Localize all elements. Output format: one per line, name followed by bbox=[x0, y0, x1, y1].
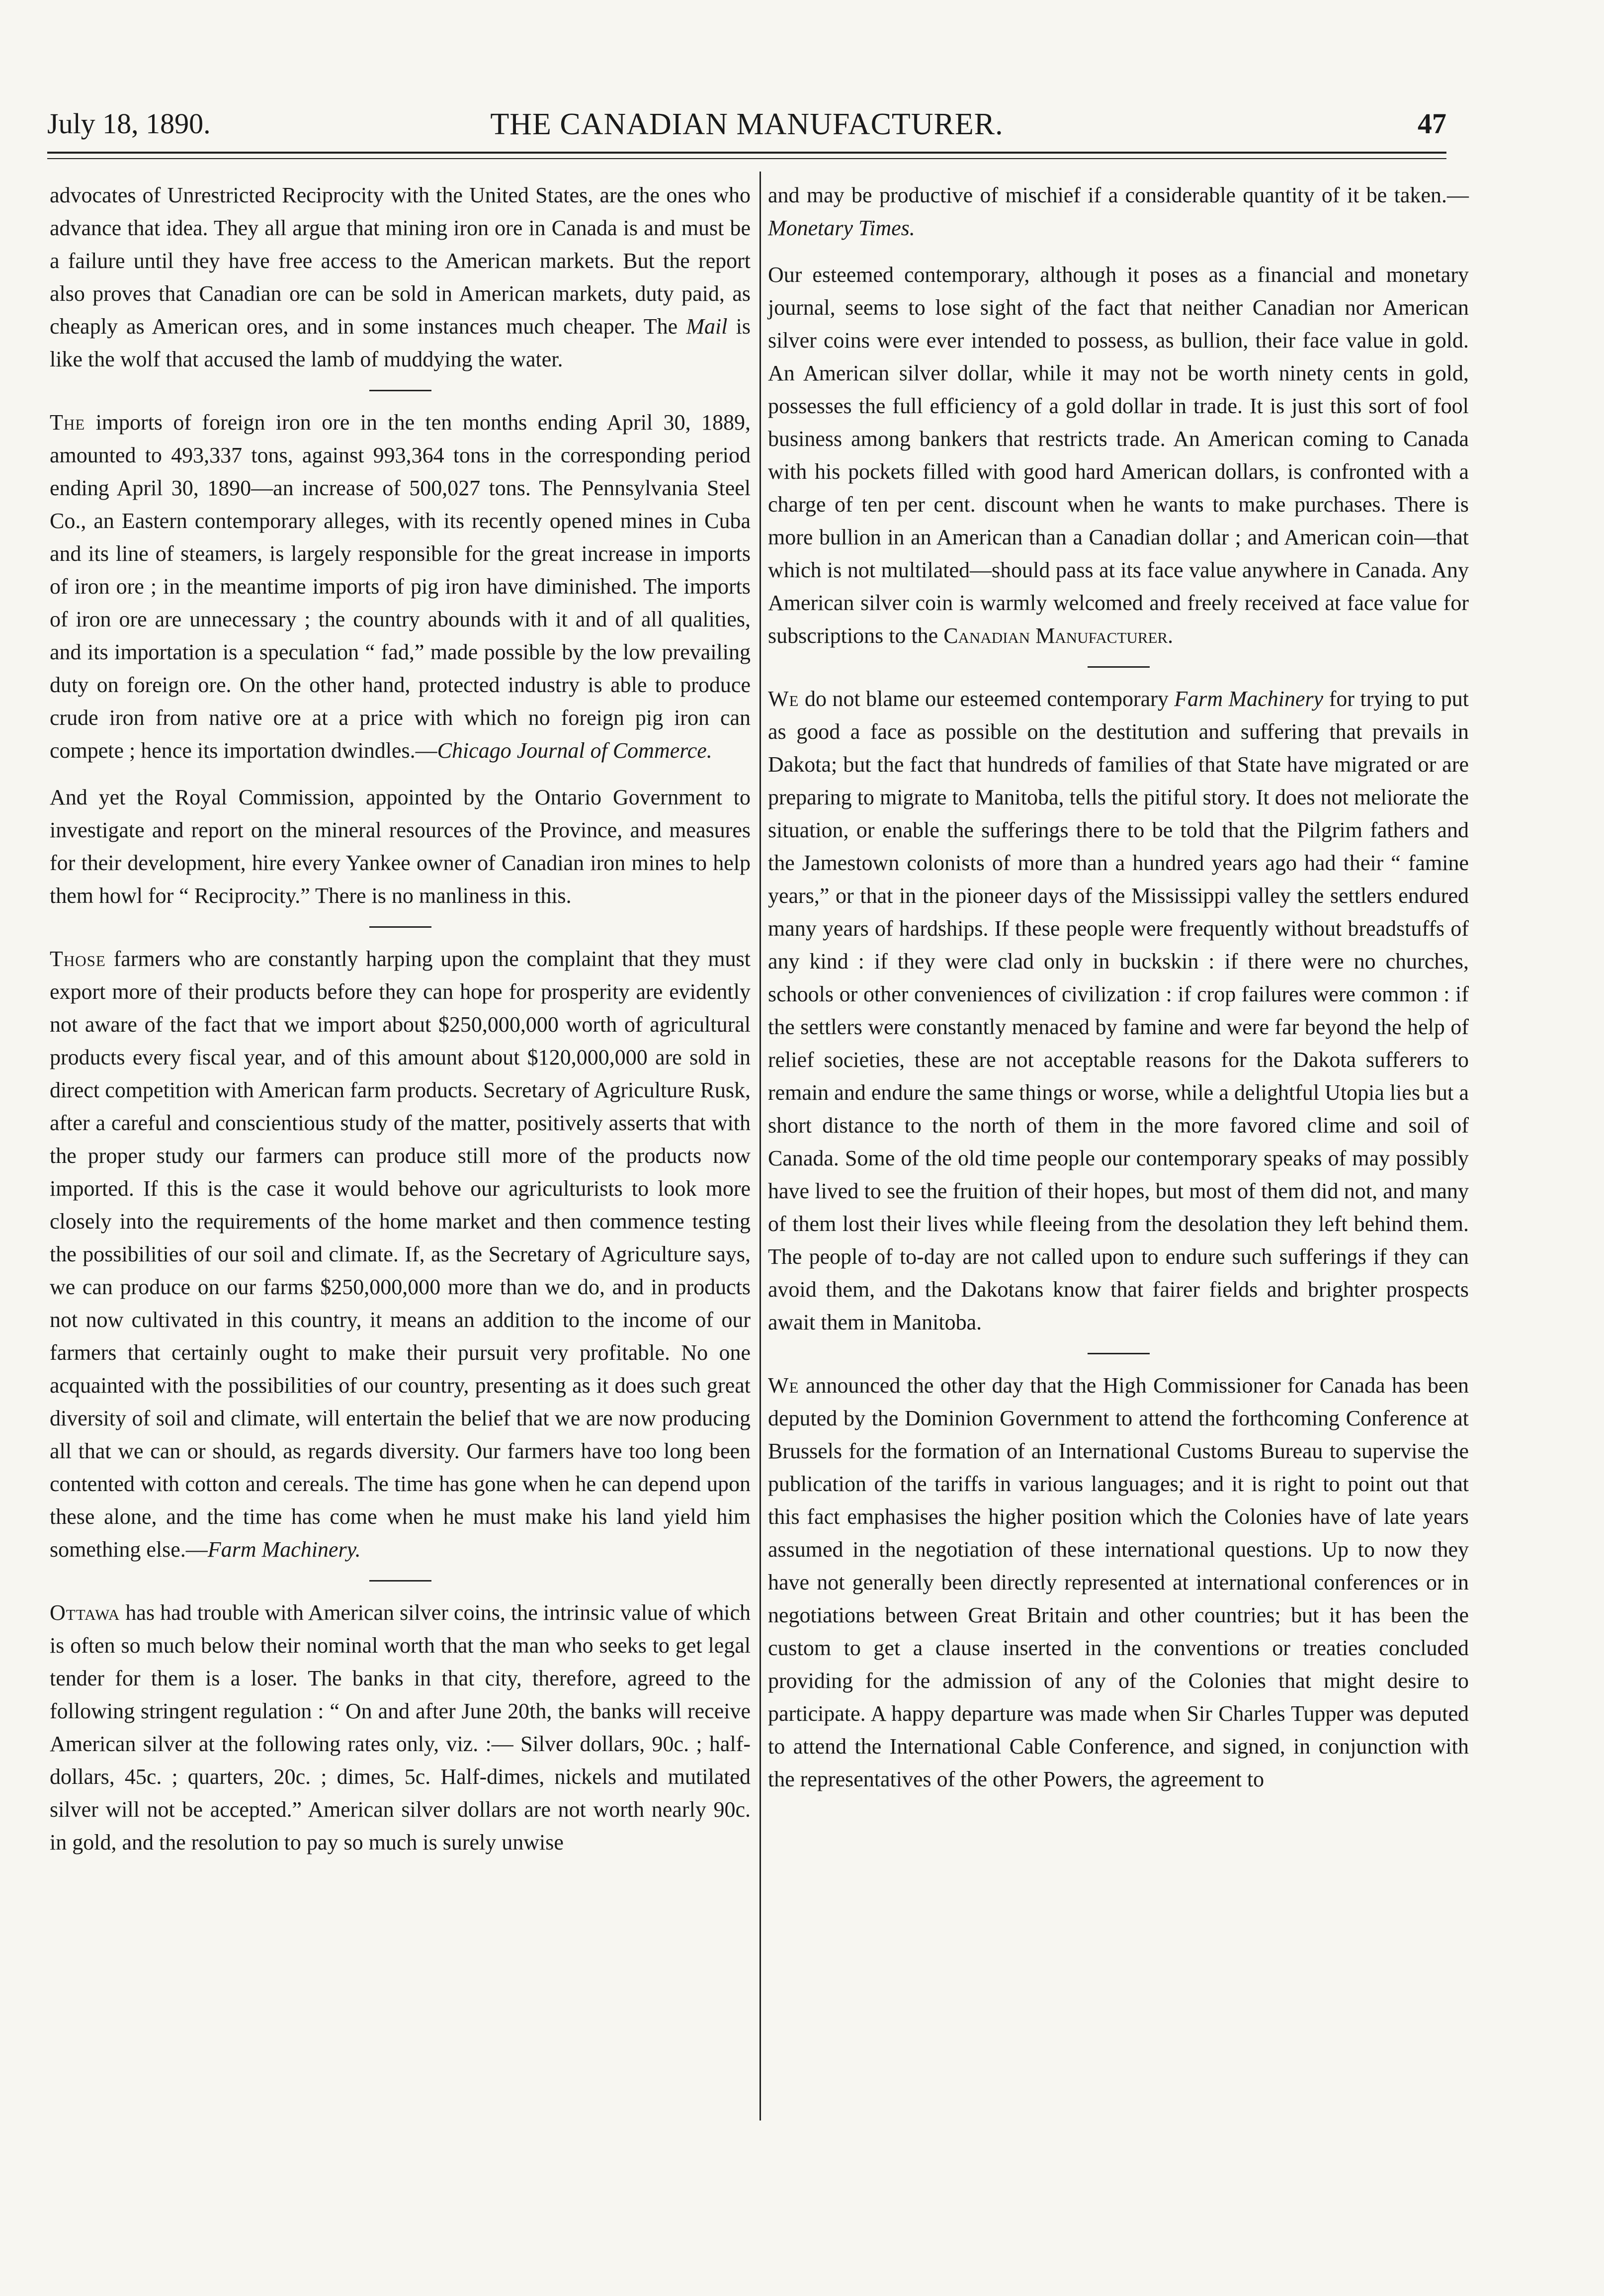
article-paragraph bbox=[50, 781, 751, 912]
paragraph-text: advocates of Unrestricted Reciprocity with the United States, are the ones who advance that idea. They all argue that mining iron ore in Canada is and must be a failure until they have free access to the American markets. But the report also proves that Canadian ore can be sold in American markets, duty paid, as cheaply as American ores, and in some instances much cheaper. The bbox=[50, 183, 751, 339]
source-citation: Monetary Times. bbox=[768, 216, 915, 240]
publication-name: Canadian Manufacturer. bbox=[943, 623, 1174, 648]
lead-word: We bbox=[768, 687, 799, 711]
article-paragraph bbox=[50, 943, 751, 1566]
lead-word: Those bbox=[50, 947, 106, 971]
publication-name: Farm Machinery bbox=[1174, 687, 1324, 711]
article-separator bbox=[369, 926, 431, 928]
header-rule-thin bbox=[47, 158, 1446, 159]
article-paragraph bbox=[768, 683, 1469, 1339]
paragraph-text: has had trouble with American silver coins, the intrinsic value of which is often so much below their nominal worth that the man who seeks to get legal tender for them is a loser. The banks in that city, therefore, agreed to the following stringent regulation : “ On and after June 20th, the banks will receive American silver at the following rates only, viz. :— Silver dollars, 90c. ; half-dollars, 45c. ; quarters, 20c. ; dimes, 5c. Half-dimes, nickels and mutilated silver will not be accepted.” American silver dollars are not worth nearly 90c. in gold, and the resolution to pay so much is surely unwise bbox=[50, 1600, 751, 1854]
article-paragraph bbox=[50, 406, 751, 767]
article-paragraph bbox=[50, 179, 751, 376]
publication-title: THE CANADIAN MANUFACTURER. bbox=[490, 107, 1004, 141]
lead-word: The bbox=[50, 410, 85, 435]
article-separator bbox=[1088, 666, 1150, 668]
article-paragraph bbox=[768, 1369, 1469, 1796]
paragraph-text: farmers who are constantly harping upon the complaint that they must export more of their products before they can hope for prosperity are evidently not aware of the fact that we import about $250,000,000 worth of agricultural products every fiscal year, and of this amount about $120,000,000 are sold in direct competition with American farm products. Secretary of Agriculture Rusk, after a careful and conscientious study of the matter, positively asserts that with the proper study our farmers can produce still more of the products now imported. If this is the case it would behove our agriculturists to look more closely into the requirements of the home market and then commence testing the possibilities of our soil and climate. If, as the Secretary of Agriculture says, we can produce on our farms $250,000,000 more than we do, and in products not now cultivated in this country, it means an addition to the income of our farmers that certainly ought to make their pursuit very profitable. No one acquainted with the possibilities of our country, presenting as it does such great diversity of soil and climate, will entertain the belief that we are now producing all that we can or should, as regards diversity. Our farmers have too long been contented with cotton and cereals. The time has gone when he can depend upon these alone, and the time has come when he must make his land yield him something else.— bbox=[50, 947, 751, 1562]
page-number: 47 bbox=[1418, 107, 1446, 140]
article-paragraph bbox=[768, 259, 1469, 652]
paragraph-text: do not blame our esteemed contemporary bbox=[804, 687, 1169, 711]
article-separator bbox=[369, 390, 431, 391]
page-header bbox=[47, 97, 1446, 152]
lead-word: We bbox=[768, 1373, 799, 1398]
source-citation: Farm Machinery. bbox=[207, 1537, 361, 1562]
source-citation: Chicago Journal of Commerce. bbox=[437, 738, 712, 763]
paragraph-text: And yet the Royal Commission, appointed by the Ontario Government to investigate and report on the mineral resources of the Province, and measures for their development, hire every Yankee owner of Canadian iron mines to help them howl for “ Reciprocity.” There is no manliness in this. bbox=[50, 785, 751, 908]
publication-name: Mail bbox=[686, 314, 728, 339]
paragraph-text: Our esteemed contemporary, although it poses as a financial and monetary journal, seems to lose sight of the fact that neither Canadian nor American silver coins were ever intended to possess, as bullion, their face value in gold. An American silver dollar, while it may not be worth ninety cents in gold, possesses the full efficiency of a gold dollar in trade. It is just this sort of fool business among bankers that restricts trade. An American coming to Canada with his pockets filled with good hard American dollars, is confronted with a charge of ten per cent. discount when he wants to make purchases. There is more bullion in an American than a Canadian dollar ; and American coin—that which is not multilated—should pass at its face value anywhere in Canada. Any American silver coin is warmly welcomed and freely received at face value for subscriptions to the bbox=[768, 263, 1469, 648]
paragraph-text: is like the wolf that accused the lamb of muddying the water. bbox=[50, 314, 751, 371]
issue-date: July 18, 1890. bbox=[47, 107, 211, 140]
header-rule-thick bbox=[47, 152, 1446, 154]
left-column bbox=[50, 179, 751, 1873]
column-divider bbox=[760, 172, 761, 2120]
article-paragraph bbox=[50, 1596, 751, 1859]
article-separator bbox=[369, 1580, 431, 1582]
right-column bbox=[768, 179, 1469, 1810]
paragraph-text: announced the other day that the High Commissioner for Canada has been deputed by the Dominion Government to attend the forthcoming Conference at Brussels for the formation of an International Customs Bureau to supervise the publication of the tariffs in various languages; and it is right to point out that this fact emphasises the higher position which the Colonies have of late years assumed in the negotiation of these international questions. Up to now they have not generally been directly represented at international conferences or in negotiations between Great Britain and other countries; but it has been the custom to get a clause inserted in the conventions or treaties concluded providing for the admission of any of the Colonies that might desire to participate. A happy departure was made when Sir Charles Tupper was deputed to attend the International Cable Conference, and signed, in conjunction with the representatives of the other Powers, the agreement to bbox=[768, 1373, 1469, 1791]
article-separator bbox=[1088, 1353, 1150, 1354]
article-paragraph bbox=[768, 179, 1469, 245]
lead-word: Ottawa bbox=[50, 1600, 120, 1625]
paragraph-text: and may be productive of mischief if a considerable quantity of it be taken.— bbox=[768, 183, 1469, 207]
paragraph-text: for trying to put as good a face as possible on the destitution and suffering that prevails in Dakota; but the fact that hundreds of families of that State have migrated or are preparing to migrate to Manitoba, tells the pitiful story. It does not meliorate the situation, or enable the sufferings there to be told that the Pilgrim fathers and the Jamestown colonists of more than a hundred years ago had their “ famine years,” or that in the pioneer days of the Mississippi valley the settlers endured many years of hardships. If these people were frequently without breadstuffs of any kind : if they were clad only in buckskin : if there were no churches, schools or other conveniences of civilization : if crop failures were common : if the settlers were constantly menaced by famine and were far beyond the help of relief societies, these are not acceptable reasons for the Dakota sufferers to remain and endure the same things or worse, while a delightful Utopia lies but a short distance to the north of them in the more favored clime and soil of Canada. Some of the old time people our contemporary speaks of may possibly have lived to see the fruition of their hopes, but most of them did not, and many of them lost their lives while fleeing from the desolation they left behind them. The people of to-day are not called upon to endure such sufferings if they can avoid them, and the Dakotans know that fairer fields and brighter prospects await them in Manitoba. bbox=[768, 687, 1469, 1334]
paragraph-text: imports of foreign iron ore in the ten months ending April 30, 1889, amounted to 493,337 tons, against 993,364 tons in the corresponding period ending April 30, 1890—an increase of 500,027 tons. The Pennsylvania Steel Co., an Eastern contemporary alleges, with its recently opened mines in Cuba and its line of steamers, is largely responsible for the great increase in imports of iron ore ; in the meantime imports of pig iron have diminished. The imports of iron ore are unnecessary ; the country abounds with it and of all qualities, and its importation is a speculation “ fad,” made possible by the low prevailing duty on foreign ore. On the other hand, protected industry is able to produce crude iron from native ore at a price with which no foreign pig iron can compete ; hence its importation dwindles.— bbox=[50, 410, 751, 763]
